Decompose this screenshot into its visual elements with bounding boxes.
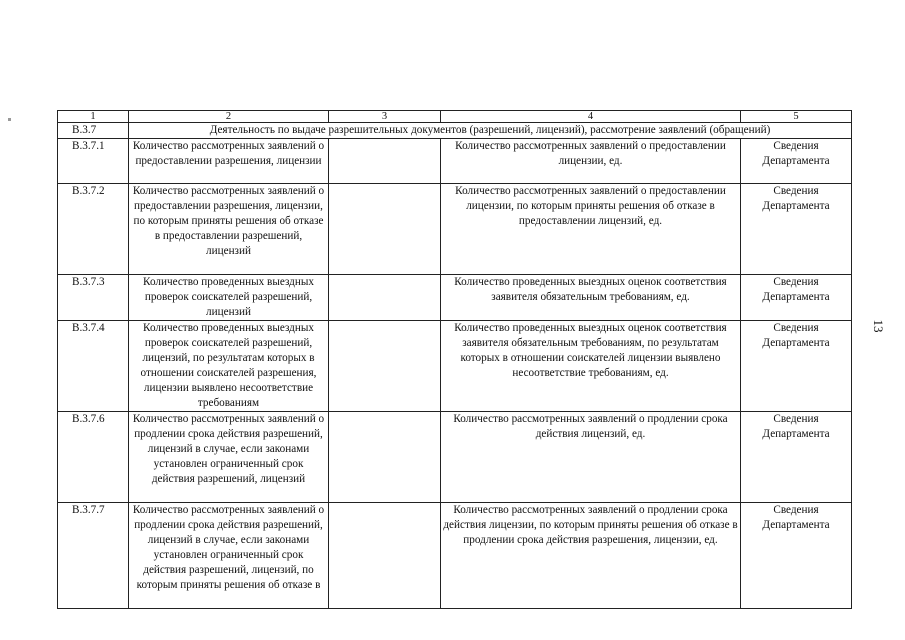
section-title: Деятельность по выдаче разрешительных документов (разрешений, лицензий), рассмотрение заявлений (обращений) <box>129 123 852 139</box>
row-source: Сведения Департамента <box>741 412 852 503</box>
table-row <box>58 184 852 275</box>
column-number: 4 <box>441 111 741 123</box>
column-number: 3 <box>329 111 441 123</box>
row-col3 <box>329 412 441 503</box>
section-code: В.3.7 <box>58 123 129 139</box>
row-name: Количество проведенных выездных проверок соискателей разрешений, лицензий <box>129 275 329 321</box>
column-number: 2 <box>129 111 329 123</box>
row-col3 <box>329 503 441 609</box>
margin-mark <box>8 118 11 121</box>
page-number: 13 <box>871 319 886 333</box>
column-number: 5 <box>741 111 852 123</box>
row-col3 <box>329 321 441 412</box>
row-name: Количество рассмотренных заявлений о продлении срока действия разрешений, лицензий в случае, если законами установлен ограниченный срок действия разрешений, лицензий, по которым приняты решения об отказе в <box>129 503 329 609</box>
row-name: Количество рассмотренных заявлений о предоставлении разрешения, лицензии <box>129 139 329 184</box>
row-code: В.3.7.4 <box>58 321 129 412</box>
indicators-table <box>57 110 852 609</box>
section-row <box>58 123 852 139</box>
row-col3 <box>329 139 441 184</box>
row-source: Сведения Департамента <box>741 321 852 412</box>
row-indicator: Количество проведенных выездных оценок соответствия заявителя обязательным требованиям, ед. <box>441 275 741 321</box>
row-name: Количество рассмотренных заявлений о продлении срока действия разрешений, лицензий в случае, если законами установлен ограниченный срок действия разрешений, лицензий <box>129 412 329 503</box>
table-row <box>58 321 852 412</box>
row-indicator: Количество рассмотренных заявлений о предоставлении лицензии, по которым приняты решения об отказе в предоставлении лицензий, ед. <box>441 184 741 275</box>
row-name: Количество рассмотренных заявлений о предоставлении разрешения, лицензии, по которым приняты решения об отказе в предоставлении разрешений, лицензий <box>129 184 329 275</box>
row-code: В.3.7.7 <box>58 503 129 609</box>
table-row <box>58 139 852 184</box>
row-code: В.3.7.2 <box>58 184 129 275</box>
row-indicator: Количество проведенных выездных оценок соответствия заявителя обязательным требованиям, по результатам которых в отношении соискателей лицензии выявлено несоответствие требованиям, ед. <box>441 321 741 412</box>
row-source: Сведения Департамента <box>741 275 852 321</box>
column-number-row <box>58 111 852 123</box>
row-source: Сведения Департамента <box>741 503 852 609</box>
column-number: 1 <box>58 111 129 123</box>
row-code: В.3.7.3 <box>58 275 129 321</box>
row-code: В.3.7.1 <box>58 139 129 184</box>
row-indicator: Количество рассмотренных заявлений о продлении срока действия лицензии, по которым приняты решения об отказе в продлении срока действия разрешения, лицензии, ед. <box>441 503 741 609</box>
row-col3 <box>329 275 441 321</box>
row-code: В.3.7.6 <box>58 412 129 503</box>
row-indicator: Количество рассмотренных заявлений о предоставлении лицензии, ед. <box>441 139 741 184</box>
table-row <box>58 275 852 321</box>
row-name: Количество проведенных выездных проверок соискателей разрешений, лицензий, по результатам которых в отношении соискателей разрешения, лицензии выявлено несоответствие требованиям <box>129 321 329 412</box>
table-row <box>58 503 852 609</box>
row-indicator: Количество рассмотренных заявлений о продлении срока действия лицензий, ед. <box>441 412 741 503</box>
row-source: Сведения Департамента <box>741 139 852 184</box>
row-source: Сведения Департамента <box>741 184 852 275</box>
row-col3 <box>329 184 441 275</box>
table-row <box>58 412 852 503</box>
